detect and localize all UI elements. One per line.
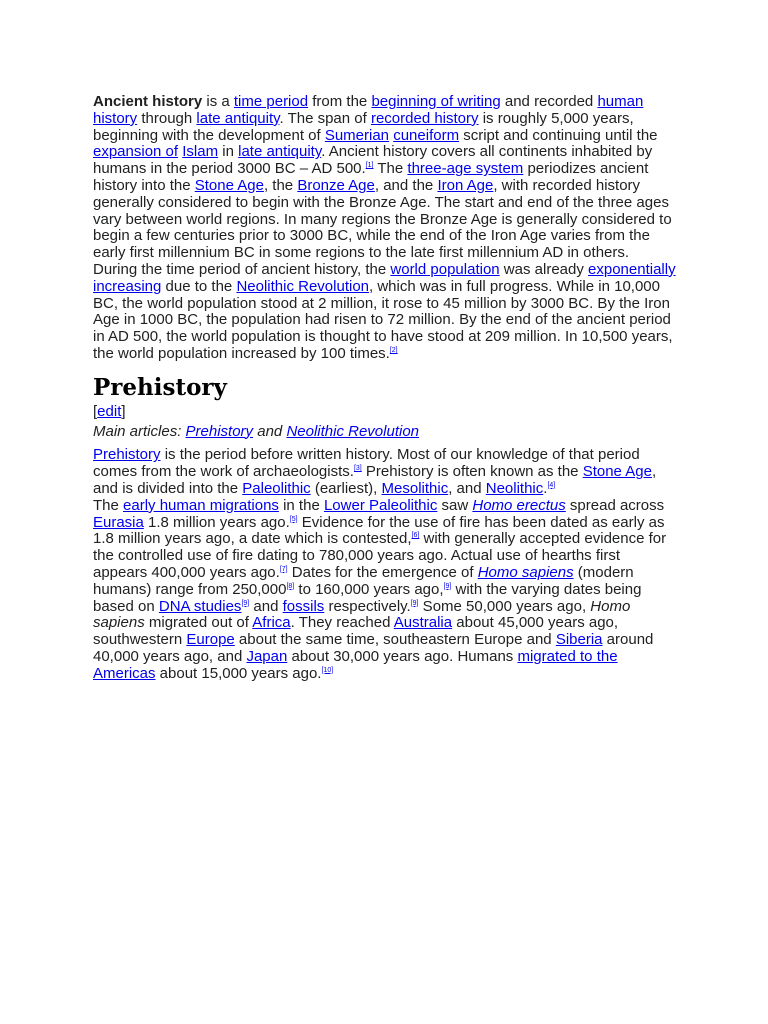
link-australia[interactable]: Australia <box>393 614 453 632</box>
link-late-antiquity-2[interactable]: late antiquity <box>238 143 322 161</box>
text: The <box>373 160 408 178</box>
link-world-population[interactable]: world population <box>390 260 500 278</box>
reference-link[interactable]: [7] <box>279 565 288 573</box>
link-prehistory-main[interactable]: Prehistory <box>185 422 254 440</box>
link-dna-studies[interactable]: DNA studies <box>158 597 242 615</box>
reference-link[interactable]: [9] <box>241 599 250 607</box>
bracket: [ <box>93 402 98 420</box>
text: is a <box>202 93 234 110</box>
text: , the <box>263 176 298 194</box>
link-time-period[interactable]: time period <box>233 93 309 110</box>
link-prehistory[interactable]: Prehistory <box>93 446 161 464</box>
text: Dates for the emergence of <box>287 563 478 581</box>
text: due to the <box>161 277 237 295</box>
link-neolithic[interactable]: Neolithic <box>485 479 544 497</box>
link-islam[interactable]: Islam <box>182 143 219 161</box>
text: about 15,000 years ago. <box>155 664 322 682</box>
link-europe[interactable]: Europe <box>186 631 235 649</box>
text: , which was in full progress. While in 10,000 BC, the world population stood at 2 million, it rose to 45 million by 3000 BC. By the Iron Age in 1000 BC, the population had risen to 72 million. By the end of the ancient period in AD 500, the world population is thought to have stood at 209 million. In 10,500 years, the world population increased by 100 times. <box>93 277 673 362</box>
text: is the period before written history. Most of our knowledge of that period comes from the work of archaeologists. <box>93 446 640 481</box>
text: about 45,000 years ago, southwestern <box>93 614 619 649</box>
link-bronze-age[interactable]: Bronze Age <box>297 176 375 194</box>
link-iron-age[interactable]: Iron Age <box>437 176 494 194</box>
link-neolithic-revolution[interactable]: Neolithic Revolution <box>236 277 370 295</box>
text: . <box>543 479 548 497</box>
link-cuneiform[interactable]: cuneiform <box>393 126 460 144</box>
reference-link[interactable]: [2] <box>389 346 398 354</box>
paragraph-intro <box>93 94 677 262</box>
reference-link[interactable]: [1] <box>365 162 374 170</box>
hatnote-main-articles <box>93 424 677 441</box>
text: Some 50,000 years ago, <box>418 597 591 615</box>
text: is roughly 5,000 years, beginning with the development of <box>93 109 634 144</box>
text: about the same time, southeastern Europe and <box>234 631 556 649</box>
link-siberia[interactable]: Siberia <box>555 631 603 649</box>
text: spread across <box>565 496 665 514</box>
text: with the varying dates being based on <box>93 580 642 615</box>
link-lower-paleolithic[interactable]: Lower Paleolithic <box>323 496 438 514</box>
link-fossils[interactable]: fossils <box>282 597 325 615</box>
link-three-age-system[interactable]: three-age system <box>407 160 524 178</box>
link-neolithic-revolution-main[interactable]: Neolithic Revolution <box>286 422 420 440</box>
link-mesolithic[interactable]: Mesolithic <box>381 479 449 497</box>
section-heading-prehistory: Prehistory <box>93 373 227 401</box>
text: saw <box>437 496 473 514</box>
reference-link[interactable]: [9] <box>410 599 419 607</box>
reference-link[interactable]: [4] <box>547 481 556 489</box>
link-early-human-migrations[interactable]: early human migrations <box>123 496 279 514</box>
link-beginning-of-writing[interactable]: beginning of writing <box>371 93 501 110</box>
link-recorded-history[interactable]: recorded history <box>370 109 479 127</box>
text: around 40,000 years ago, and <box>93 631 654 665</box>
text: During the time period of ancient history, the <box>93 260 391 278</box>
text: , with recorded history generally considered to begin with the Bronze Age. The start and end of the three ages vary between world regions. In many regions the Bronze Age is generally considered to begin a few centuries prior to 3000 BC, while the end of the Iron Age varies from the early first millennium BC in some regions to the late first millennium AD in others. <box>93 176 672 262</box>
text: script and continuing until the <box>459 126 658 144</box>
paragraph-population <box>93 262 677 363</box>
article-subject: Ancient history <box>93 93 203 110</box>
link-sumerian[interactable]: Sumerian <box>324 126 390 144</box>
text: through <box>137 109 197 127</box>
text: (earliest), <box>310 479 382 497</box>
text: (modern humans) range from 250,000 <box>93 563 634 598</box>
text: migrated out of <box>144 614 253 632</box>
text: , and is divided into the <box>93 463 657 497</box>
text: was already <box>499 260 589 278</box>
text: 1.8 million years ago. <box>143 513 290 531</box>
text: and recorded <box>500 93 598 110</box>
edit-link[interactable]: edit <box>97 402 122 420</box>
text: and <box>249 597 283 615</box>
text: The <box>93 496 124 514</box>
hatnote-prefix: Main articles: <box>93 422 186 440</box>
text: . The span of <box>279 109 371 127</box>
text: in the <box>278 496 324 514</box>
reference-link[interactable]: [10] <box>321 666 334 674</box>
text: to 160,000 years ago, <box>294 580 444 598</box>
text: , and the <box>374 176 438 194</box>
link-homo-sapiens[interactable]: Homo sapiens <box>477 563 574 581</box>
paragraph-prehistory <box>93 447 677 497</box>
text: . Ancient history covers all continents inhabited by humans in the period 3000 BC – AD 500. <box>93 143 653 178</box>
text: , and <box>448 479 486 497</box>
text: Evidence for the use of fire has been dated as early as 1.8 million years ago, a date which is contested, <box>93 513 665 548</box>
link-stone-age[interactable]: Stone Age <box>194 176 264 194</box>
article-body <box>93 94 677 683</box>
text: Prehistory is often known as the <box>361 463 583 481</box>
text: . They reached <box>290 614 394 632</box>
link-paleolithic[interactable]: Paleolithic <box>242 479 311 497</box>
reference-link[interactable]: [9] <box>443 582 452 590</box>
link-expansion-of[interactable]: expansion of <box>93 143 179 161</box>
text: and <box>253 422 287 440</box>
reference-link[interactable]: [3] <box>353 465 362 473</box>
text: from the <box>308 93 372 110</box>
link-eurasia[interactable]: Eurasia <box>93 513 144 531</box>
text: with generally accepted evidence for the controlled use of fire dating to 780,000 years ago. Actual use of hearths first appears 400,000 years ago. <box>93 530 667 581</box>
edit-section <box>93 404 677 421</box>
link-late-antiquity[interactable]: late antiquity <box>196 109 280 127</box>
reference-link[interactable]: [6] <box>411 532 420 540</box>
text: respectively. <box>324 597 411 615</box>
link-migrated-to-the-americas[interactable]: migrated to the Americas <box>93 647 618 682</box>
bracket: ] <box>121 402 126 420</box>
text: in <box>218 143 239 161</box>
link-japan[interactable]: Japan <box>246 647 288 665</box>
link-africa[interactable]: Africa <box>252 614 291 632</box>
link-exponentially-increasing[interactable]: exponentially increasing <box>93 260 676 295</box>
reference-link[interactable]: [5] <box>289 515 298 523</box>
reference-link[interactable]: [8] <box>286 582 295 590</box>
link-stone-age-2[interactable]: Stone Age <box>582 463 652 481</box>
text: periodizes ancient history into the <box>93 160 649 194</box>
paragraph-migrations <box>93 498 677 683</box>
italic-homo-sapiens: Homo sapiens <box>93 597 631 632</box>
link-human-history[interactable]: human history <box>93 93 644 127</box>
link-homo-erectus[interactable]: Homo erectus <box>472 496 566 514</box>
text: about 30,000 years ago. Humans <box>287 647 518 665</box>
